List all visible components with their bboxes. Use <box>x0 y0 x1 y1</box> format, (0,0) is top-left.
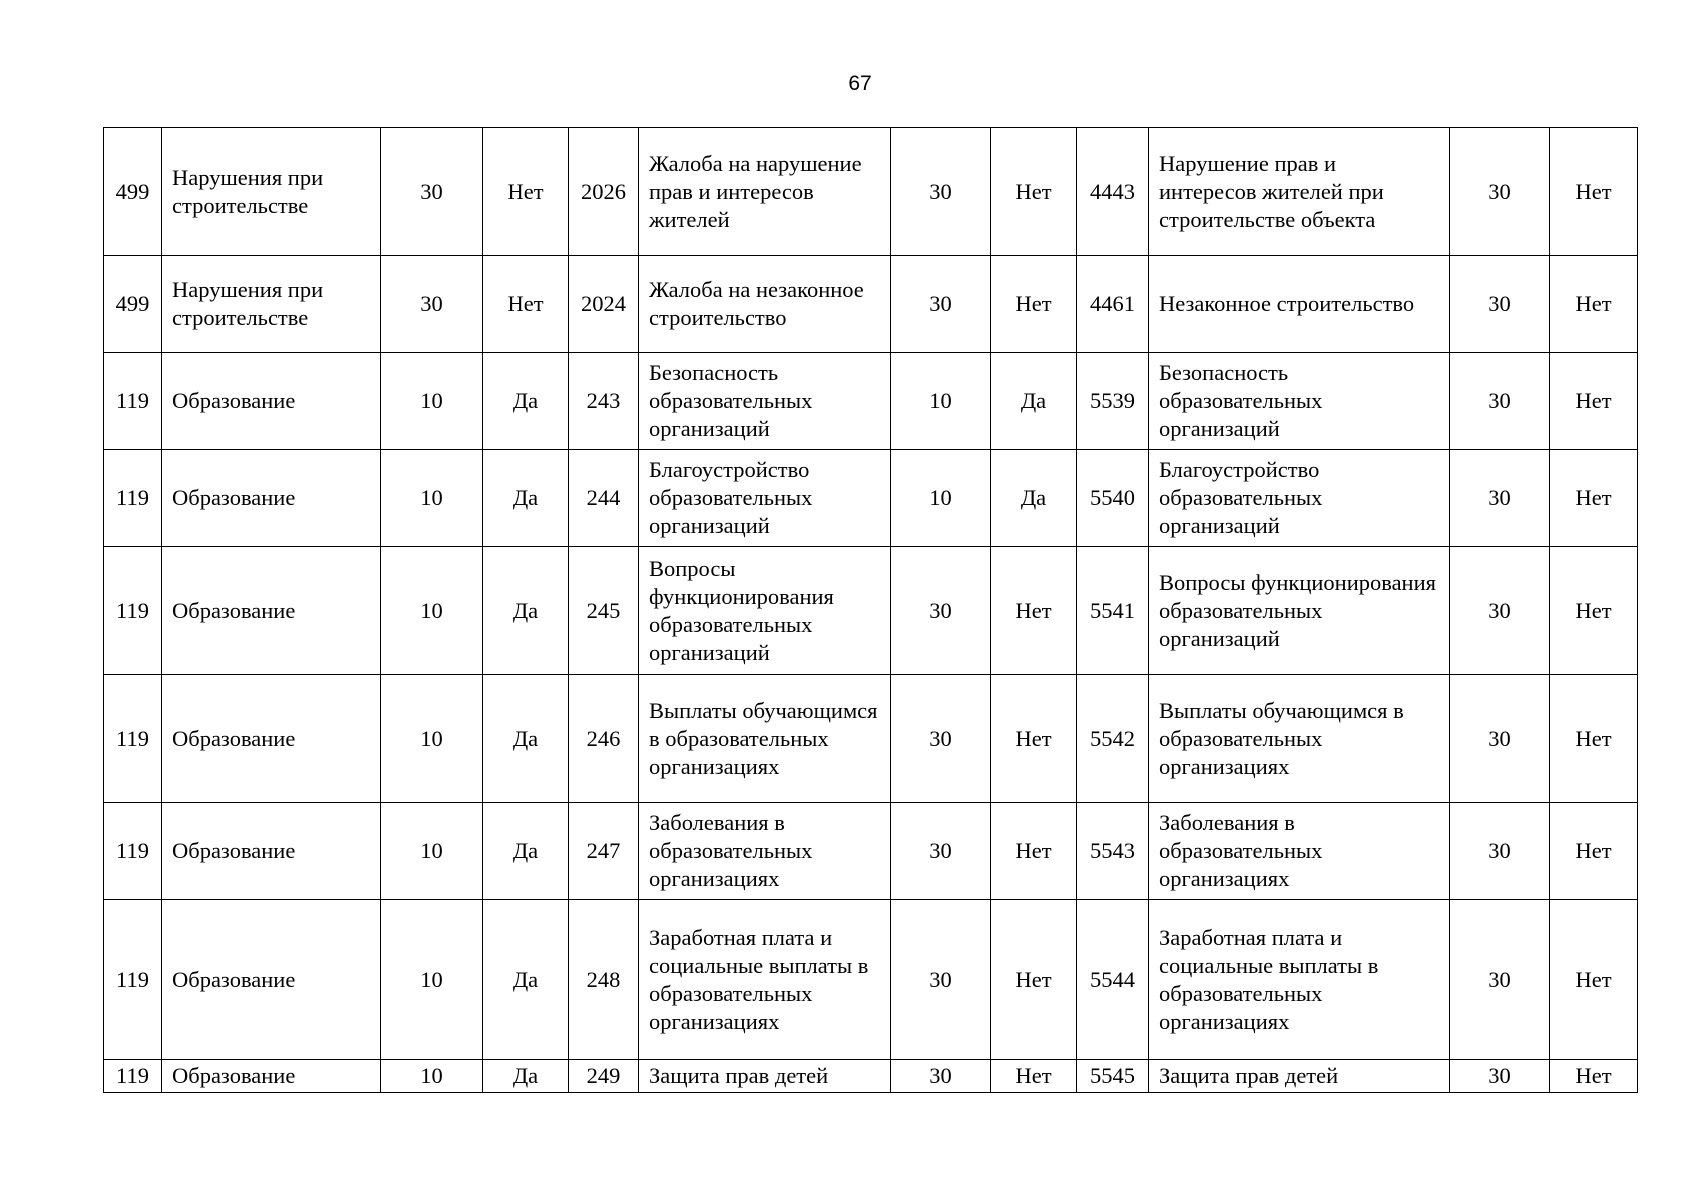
question-name-cell: Заработная плата и социальные выплаты в образовательных организациях <box>1149 900 1450 1060</box>
topic-term-cell: 30 <box>891 256 991 353</box>
question-flag-cell: Нет <box>1550 256 1638 353</box>
topic-code-cell: 2024 <box>569 256 639 353</box>
question-code-cell: 5545 <box>1077 1060 1149 1093</box>
group-flag-cell: Да <box>483 675 569 803</box>
question-term-cell: 30 <box>1450 353 1550 450</box>
topic-name-cell: Выплаты обучающимся в образовательных организациях <box>639 675 891 803</box>
topic-flag-cell: Да <box>991 450 1077 547</box>
question-code-cell: 5542 <box>1077 675 1149 803</box>
group-code-cell: 119 <box>104 547 162 675</box>
group-code-cell: 119 <box>104 353 162 450</box>
topic-flag-cell: Нет <box>991 900 1077 1060</box>
group-term-cell: 30 <box>381 128 483 256</box>
group-name-cell: Образование <box>162 675 381 803</box>
group-term-cell: 10 <box>381 450 483 547</box>
question-code-cell: 4443 <box>1077 128 1149 256</box>
table-row <box>104 803 1638 900</box>
group-flag-cell: Да <box>483 803 569 900</box>
table-row <box>104 675 1638 803</box>
table-row <box>104 256 1638 353</box>
question-code-cell: 5539 <box>1077 353 1149 450</box>
topic-term-cell: 30 <box>891 547 991 675</box>
group-name-cell: Образование <box>162 803 381 900</box>
question-flag-cell: Нет <box>1550 803 1638 900</box>
question-code-cell: 5541 <box>1077 547 1149 675</box>
group-name-cell: Образование <box>162 450 381 547</box>
classifier-table <box>103 127 1638 1093</box>
question-term-cell: 30 <box>1450 675 1550 803</box>
question-flag-cell: Нет <box>1550 547 1638 675</box>
question-name-cell: Вопросы функционирования образовательных организаций <box>1149 547 1450 675</box>
table-row <box>104 353 1638 450</box>
group-name-cell: Образование <box>162 900 381 1060</box>
topic-flag-cell: Нет <box>991 803 1077 900</box>
topic-flag-cell: Нет <box>991 547 1077 675</box>
question-name-cell: Заболевания в образовательных организациях <box>1149 803 1450 900</box>
question-code-cell: 5540 <box>1077 450 1149 547</box>
topic-code-cell: 249 <box>569 1060 639 1093</box>
topic-flag-cell: Нет <box>991 128 1077 256</box>
topic-name-cell: Заболевания в образовательных организациях <box>639 803 891 900</box>
question-term-cell: 30 <box>1450 256 1550 353</box>
group-code-cell: 119 <box>104 900 162 1060</box>
topic-code-cell: 245 <box>569 547 639 675</box>
topic-code-cell: 244 <box>569 450 639 547</box>
group-flag-cell: Нет <box>483 128 569 256</box>
question-flag-cell: Нет <box>1550 450 1638 547</box>
page-number: 67 <box>848 72 872 95</box>
question-flag-cell: Нет <box>1550 675 1638 803</box>
table-row <box>104 1060 1638 1093</box>
topic-name-cell: Безопасность образовательных организаций <box>639 353 891 450</box>
topic-term-cell: 10 <box>891 450 991 547</box>
topic-term-cell: 30 <box>891 1060 991 1093</box>
table-row <box>104 450 1638 547</box>
topic-code-cell: 247 <box>569 803 639 900</box>
group-name-cell: Нарушения при строительстве <box>162 256 381 353</box>
group-name-cell: Образование <box>162 1060 381 1093</box>
group-code-cell: 119 <box>104 675 162 803</box>
topic-code-cell: 2026 <box>569 128 639 256</box>
question-name-cell: Нарушение прав и интересов жителей при строительстве объекта <box>1149 128 1450 256</box>
group-term-cell: 10 <box>381 1060 483 1093</box>
group-code-cell: 499 <box>104 256 162 353</box>
question-name-cell: Защита прав детей <box>1149 1060 1450 1093</box>
group-term-cell: 10 <box>381 803 483 900</box>
group-name-cell: Образование <box>162 547 381 675</box>
group-flag-cell: Да <box>483 547 569 675</box>
group-name-cell: Нарушения при строительстве <box>162 128 381 256</box>
topic-term-cell: 10 <box>891 353 991 450</box>
topic-name-cell: Заработная плата и социальные выплаты в образовательных организациях <box>639 900 891 1060</box>
question-flag-cell: Нет <box>1550 353 1638 450</box>
group-code-cell: 499 <box>104 128 162 256</box>
group-code-cell: 119 <box>104 1060 162 1093</box>
group-term-cell: 10 <box>381 353 483 450</box>
topic-flag-cell: Нет <box>991 1060 1077 1093</box>
group-code-cell: 119 <box>104 450 162 547</box>
question-code-cell: 5544 <box>1077 900 1149 1060</box>
question-code-cell: 4461 <box>1077 256 1149 353</box>
question-name-cell: Безопасность образовательных организаций <box>1149 353 1450 450</box>
table-body <box>104 128 1638 1093</box>
group-flag-cell: Нет <box>483 256 569 353</box>
question-flag-cell: Нет <box>1550 128 1638 256</box>
group-flag-cell: Да <box>483 450 569 547</box>
topic-code-cell: 246 <box>569 675 639 803</box>
topic-term-cell: 30 <box>891 803 991 900</box>
topic-flag-cell: Нет <box>991 675 1077 803</box>
topic-name-cell: Жалоба на нарушение прав и интересов жителей <box>639 128 891 256</box>
topic-code-cell: 243 <box>569 353 639 450</box>
question-flag-cell: Нет <box>1550 900 1638 1060</box>
question-term-cell: 30 <box>1450 803 1550 900</box>
topic-term-cell: 30 <box>891 675 991 803</box>
question-term-cell: 30 <box>1450 547 1550 675</box>
topic-name-cell: Защита прав детей <box>639 1060 891 1093</box>
question-name-cell: Благоустройство образовательных организаций <box>1149 450 1450 547</box>
question-term-cell: 30 <box>1450 128 1550 256</box>
question-name-cell: Выплаты обучающимся в образовательных организациях <box>1149 675 1450 803</box>
topic-flag-cell: Нет <box>991 256 1077 353</box>
question-code-cell: 5543 <box>1077 803 1149 900</box>
table-row <box>104 547 1638 675</box>
question-term-cell: 30 <box>1450 900 1550 1060</box>
topic-term-cell: 30 <box>891 900 991 1060</box>
group-flag-cell: Да <box>483 353 569 450</box>
group-term-cell: 30 <box>381 256 483 353</box>
group-code-cell: 119 <box>104 803 162 900</box>
table-row <box>104 128 1638 256</box>
question-name-cell: Незаконное строительство <box>1149 256 1450 353</box>
question-term-cell: 30 <box>1450 1060 1550 1093</box>
table-row <box>104 900 1638 1060</box>
group-term-cell: 10 <box>381 675 483 803</box>
group-flag-cell: Да <box>483 900 569 1060</box>
group-term-cell: 10 <box>381 900 483 1060</box>
group-flag-cell: Да <box>483 1060 569 1093</box>
topic-term-cell: 30 <box>891 128 991 256</box>
question-term-cell: 30 <box>1450 450 1550 547</box>
group-name-cell: Образование <box>162 353 381 450</box>
group-term-cell: 10 <box>381 547 483 675</box>
question-flag-cell: Нет <box>1550 1060 1638 1093</box>
topic-code-cell: 248 <box>569 900 639 1060</box>
topic-name-cell: Благоустройство образовательных организаций <box>639 450 891 547</box>
topic-name-cell: Вопросы функционирования образовательных организаций <box>639 547 891 675</box>
topic-flag-cell: Да <box>991 353 1077 450</box>
topic-name-cell: Жалоба на незаконное строительство <box>639 256 891 353</box>
